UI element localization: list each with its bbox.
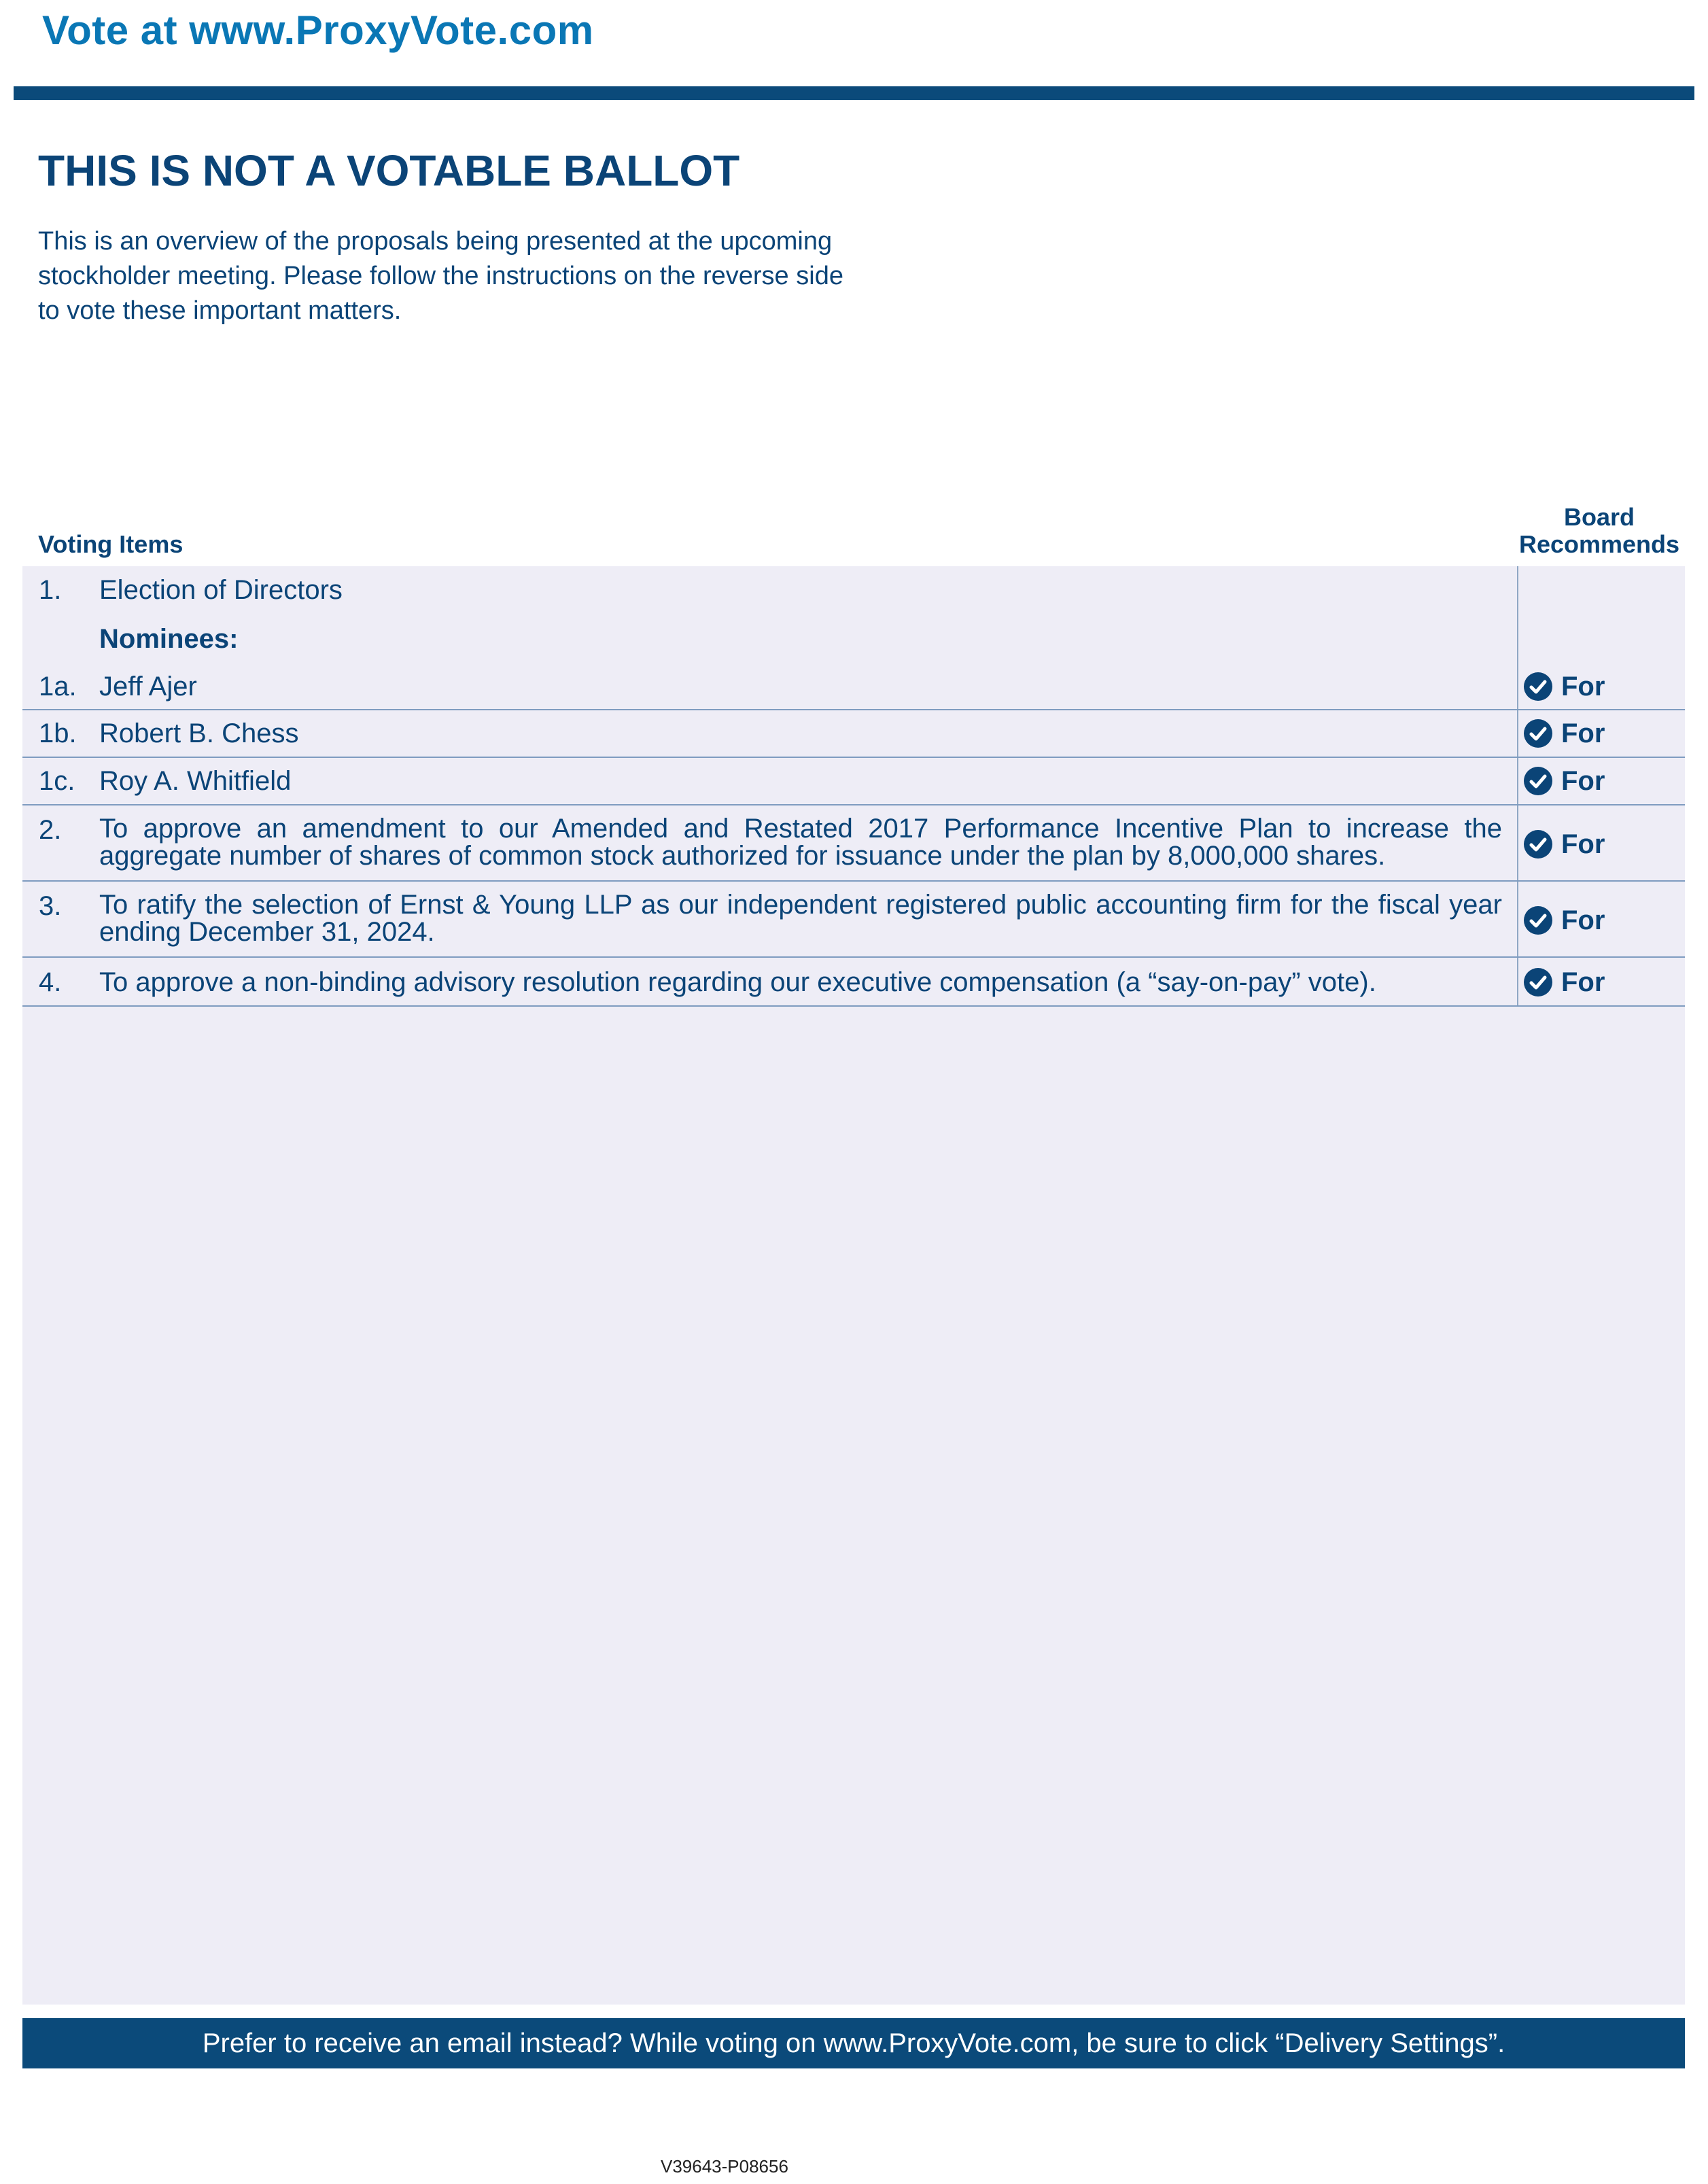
item-text: Election of Directors bbox=[99, 575, 343, 605]
item-text: To approve a non-binding advisory resolution regarding our executive compensation (a “say-on-pay” vote). bbox=[99, 967, 1376, 997]
recommendation-label: For bbox=[1561, 967, 1605, 997]
nominees-label: Nominees: bbox=[99, 624, 239, 654]
item-number: 3. bbox=[39, 891, 62, 921]
page-title: THIS IS NOT A VOTABLE BALLOT bbox=[38, 146, 740, 195]
top-rule bbox=[14, 86, 1694, 100]
recommendation-label: For bbox=[1561, 765, 1605, 796]
document-code: V39643-P08656 bbox=[661, 2156, 788, 2177]
check-circle-icon bbox=[1523, 672, 1553, 701]
item-text: Jeff Ajer bbox=[99, 672, 197, 701]
item-text: To approve an amendment to our Amended and Restated 2017 Performance Incentive Plan to increase the aggregate number of shares of common stock authorized for issuance under the plan by 8,000,000 shares. bbox=[99, 814, 1502, 871]
row-divider bbox=[22, 880, 1685, 882]
row-divider bbox=[22, 956, 1685, 958]
recommendation-label: For bbox=[1561, 671, 1605, 701]
recommendation bbox=[1523, 670, 1605, 703]
row-divider bbox=[22, 1005, 1685, 1007]
item-number: 1c. bbox=[39, 766, 75, 796]
check-circle-icon bbox=[1523, 766, 1553, 796]
check-circle-icon bbox=[1523, 905, 1553, 935]
board-column-divider bbox=[1517, 566, 1518, 1007]
recommendation bbox=[1523, 765, 1605, 797]
recommendation bbox=[1523, 828, 1605, 861]
footer-delivery-notice: Prefer to receive an email instead? While voting on www.ProxyVote.com, be sure to click “Delivery Settings”. bbox=[22, 2018, 1685, 2068]
item-number: 1a. bbox=[39, 672, 77, 701]
board-recommends-header: Board Recommends bbox=[1518, 503, 1680, 558]
item-text: Robert B. Chess bbox=[99, 718, 299, 748]
row-divider bbox=[22, 709, 1685, 710]
recommendation-label: For bbox=[1561, 829, 1605, 859]
check-circle-icon bbox=[1523, 829, 1553, 859]
item-number: 4. bbox=[39, 967, 62, 997]
item-text: Roy A. Whitfield bbox=[99, 766, 292, 796]
recommendation bbox=[1523, 904, 1605, 937]
item-text: To ratify the selection of Ernst & Young LLP as our independent registered public accounting firm for the fiscal year ending December 31, 2024. bbox=[99, 890, 1502, 947]
check-circle-icon bbox=[1523, 967, 1553, 997]
vote-url-header[interactable]: Vote at www.ProxyVote.com bbox=[42, 7, 594, 53]
item-number: 1b. bbox=[39, 718, 77, 748]
recommendation bbox=[1523, 717, 1605, 750]
row-divider bbox=[22, 757, 1685, 758]
recommendation-label: For bbox=[1561, 718, 1605, 748]
intro-text: This is an overview of the proposals being presented at the upcoming stockholder meeting. Please follow the instructions on the reverse side to vote these important matters. bbox=[38, 227, 843, 325]
item-number: 1. bbox=[39, 575, 62, 605]
voting-items-header: Voting Items bbox=[38, 530, 184, 558]
recommendation bbox=[1523, 966, 1605, 999]
row-divider bbox=[22, 804, 1685, 805]
recommendation-label: For bbox=[1561, 905, 1605, 935]
check-circle-icon bbox=[1523, 718, 1553, 748]
item-number: 2. bbox=[39, 815, 62, 845]
